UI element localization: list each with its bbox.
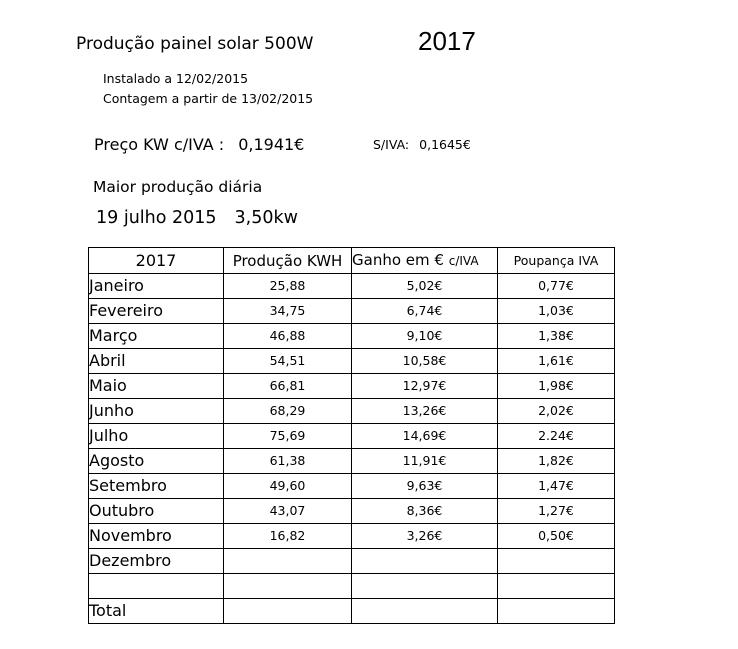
- table-row: [89, 524, 615, 549]
- gain-cell: [352, 574, 498, 599]
- max-production-label: Maior produção diária: [93, 178, 263, 196]
- gain-cell: 12,97€: [352, 374, 498, 399]
- vat-savings-cell: 1,98€: [498, 374, 615, 399]
- production-cell: 66,81: [224, 374, 352, 399]
- month-cell: Setembro: [89, 474, 224, 499]
- table-row: [89, 349, 615, 374]
- column-header-gain: [352, 248, 498, 274]
- vat-savings-cell: 1,82€: [498, 449, 615, 474]
- gain-cell: 9,10€: [352, 324, 498, 349]
- gain-cell: 14,69€: [352, 424, 498, 449]
- production-cell: 34,75: [224, 299, 352, 324]
- vat-savings-cell: 2,02€: [498, 399, 615, 424]
- max-production-record: [96, 208, 298, 228]
- table-row: [89, 574, 615, 599]
- production-cell: [224, 574, 352, 599]
- production-table: [88, 247, 615, 624]
- month-cell: Outubro: [89, 499, 224, 524]
- table-row: [89, 474, 615, 499]
- production-cell: 75,69: [224, 424, 352, 449]
- table-row: [89, 274, 615, 299]
- gain-cell: 8,36€: [352, 499, 498, 524]
- gain-cell: 9,63€: [352, 474, 498, 499]
- vat-savings-cell: 1,03€: [498, 299, 615, 324]
- table-row: [89, 424, 615, 449]
- vat-savings-cell: 1,47€: [498, 474, 615, 499]
- gain-cell: 3,26€: [352, 524, 498, 549]
- table-row: [89, 449, 615, 474]
- gain-cell: 5,02€: [352, 274, 498, 299]
- month-cell: Julho: [89, 424, 224, 449]
- gain-cell: [352, 549, 498, 574]
- gain-cell: 10,58€: [352, 349, 498, 374]
- price-without-vat-label: S/IVA:: [373, 137, 410, 152]
- max-production-value: 3,50kw: [234, 208, 298, 228]
- vat-savings-cell: [498, 549, 615, 574]
- production-cell: 54,51: [224, 349, 352, 374]
- vat-savings-cell: [498, 599, 615, 624]
- price-without-vat-value: 0,1645€: [419, 137, 471, 152]
- production-cell: [224, 599, 352, 624]
- price-with-vat-value: 0,1941€: [238, 135, 305, 154]
- production-cell: 46,88: [224, 324, 352, 349]
- month-cell: [89, 574, 224, 599]
- installed-date: Instalado a 12/02/2015: [103, 71, 249, 86]
- month-cell: Maio: [89, 374, 224, 399]
- table-header-row: [89, 248, 615, 274]
- table-row: [89, 399, 615, 424]
- page-title: Produção painel solar 500W: [76, 34, 314, 54]
- gain-cell: 6,74€: [352, 299, 498, 324]
- column-header-gain-label: Ganho em €: [352, 251, 444, 269]
- table-row: [89, 599, 615, 624]
- column-header-gain-suffix: c/IVA: [448, 254, 479, 268]
- gain-cell: [352, 599, 498, 624]
- gain-cell: 11,91€: [352, 449, 498, 474]
- month-cell: Fevereiro: [89, 299, 224, 324]
- vat-savings-cell: 1,27€: [498, 499, 615, 524]
- gain-cell: 13,26€: [352, 399, 498, 424]
- month-cell: Janeiro: [89, 274, 224, 299]
- month-cell: Total: [89, 599, 224, 624]
- production-cell: 25,88: [224, 274, 352, 299]
- month-cell: Novembro: [89, 524, 224, 549]
- vat-savings-cell: [498, 574, 615, 599]
- price-with-vat: [94, 135, 304, 154]
- table-row: [89, 299, 615, 324]
- vat-savings-cell: 1,61€: [498, 349, 615, 374]
- column-header-year: 2017: [89, 248, 224, 274]
- production-cell: 61,38: [224, 449, 352, 474]
- month-cell: Abril: [89, 349, 224, 374]
- month-cell: Junho: [89, 399, 224, 424]
- price-without-vat: [373, 137, 471, 152]
- production-cell: [224, 549, 352, 574]
- vat-savings-cell: 0,77€: [498, 274, 615, 299]
- production-cell: 49,60: [224, 474, 352, 499]
- month-cell: Dezembro: [89, 549, 224, 574]
- column-header-production: Produção KWH: [224, 248, 352, 274]
- month-cell: Março: [89, 324, 224, 349]
- vat-savings-cell: 1,38€: [498, 324, 615, 349]
- column-header-vat-savings: Poupança IVA: [498, 248, 615, 274]
- year-heading: 2017: [418, 26, 476, 56]
- counting-start-date: Contagem a partir de 13/02/2015: [103, 91, 314, 106]
- vat-savings-cell: 0,50€: [498, 524, 615, 549]
- table-row: [89, 549, 615, 574]
- price-with-vat-label: Preço KW c/IVA :: [94, 135, 225, 154]
- table-row: [89, 374, 615, 399]
- month-cell: Agosto: [89, 449, 224, 474]
- production-cell: 43,07: [224, 499, 352, 524]
- vat-savings-cell: 2.24€: [498, 424, 615, 449]
- max-production-date: 19 julho 2015: [96, 208, 217, 228]
- production-cell: 16,82: [224, 524, 352, 549]
- table-row: [89, 324, 615, 349]
- table-row: [89, 499, 615, 524]
- production-cell: 68,29: [224, 399, 352, 424]
